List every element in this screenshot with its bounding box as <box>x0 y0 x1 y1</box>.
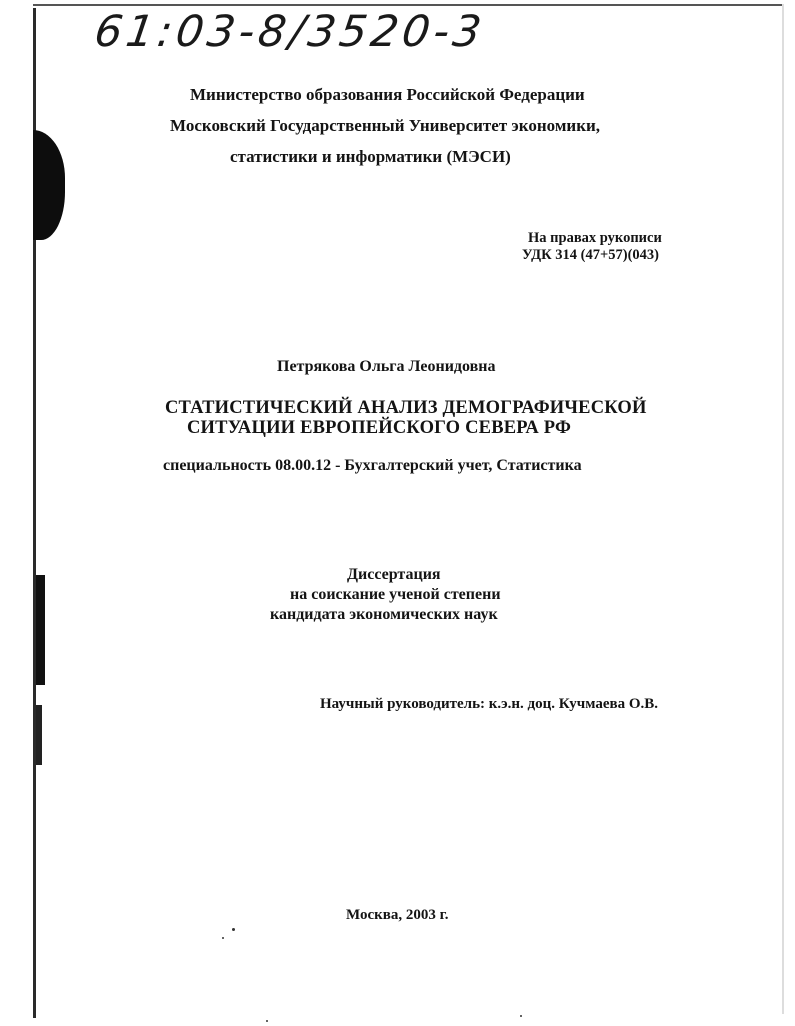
manuscript-rights: На правах рукописи <box>528 230 662 246</box>
degree-line-3: кандидата экономических наук <box>270 606 498 623</box>
scan-speck <box>520 1015 522 1017</box>
author-name: Петрякова Ольга Леонидовна <box>277 358 496 375</box>
specialty-line: специальность 08.00.12 - Бухгалтерский учет, Статистика <box>163 457 582 474</box>
thesis-title-line-1: СТАТИСТИЧЕСКИЙ АНАЛИЗ ДЕМОГРАФИЧЕСКОЙ <box>165 398 647 418</box>
thesis-title-line-2: СИТУАЦИИ ЕВРОПЕЙСКОГО СЕВЕРА РФ <box>187 418 572 438</box>
university-line-1: Московский Государственный Университет экономики, <box>170 116 601 135</box>
scan-shadow <box>33 130 65 240</box>
scan-right-border <box>782 4 784 1014</box>
scan-speck <box>232 928 235 931</box>
supervisor-line: Научный руководитель: к.э.н. доц. Кучмаева О.В. <box>320 696 658 712</box>
scan-speck <box>222 937 224 939</box>
city-year: Москва, 2003 г. <box>346 907 449 923</box>
udc-code: УДК 314 (47+57)(043) <box>522 247 659 263</box>
scan-speck <box>266 1020 268 1022</box>
scan-shadow <box>36 575 45 685</box>
university-line-2: статистики и информатики (МЭСИ) <box>230 147 511 166</box>
dissertation-label: Диссертация <box>347 566 441 583</box>
ministry-line: Министерство образования Российской Федерации <box>190 85 585 104</box>
handwritten-archive-code: 61:03-8/3520-3 <box>91 7 489 57</box>
scan-shadow <box>36 705 42 765</box>
degree-line-2: на соискание ученой степени <box>290 586 501 603</box>
